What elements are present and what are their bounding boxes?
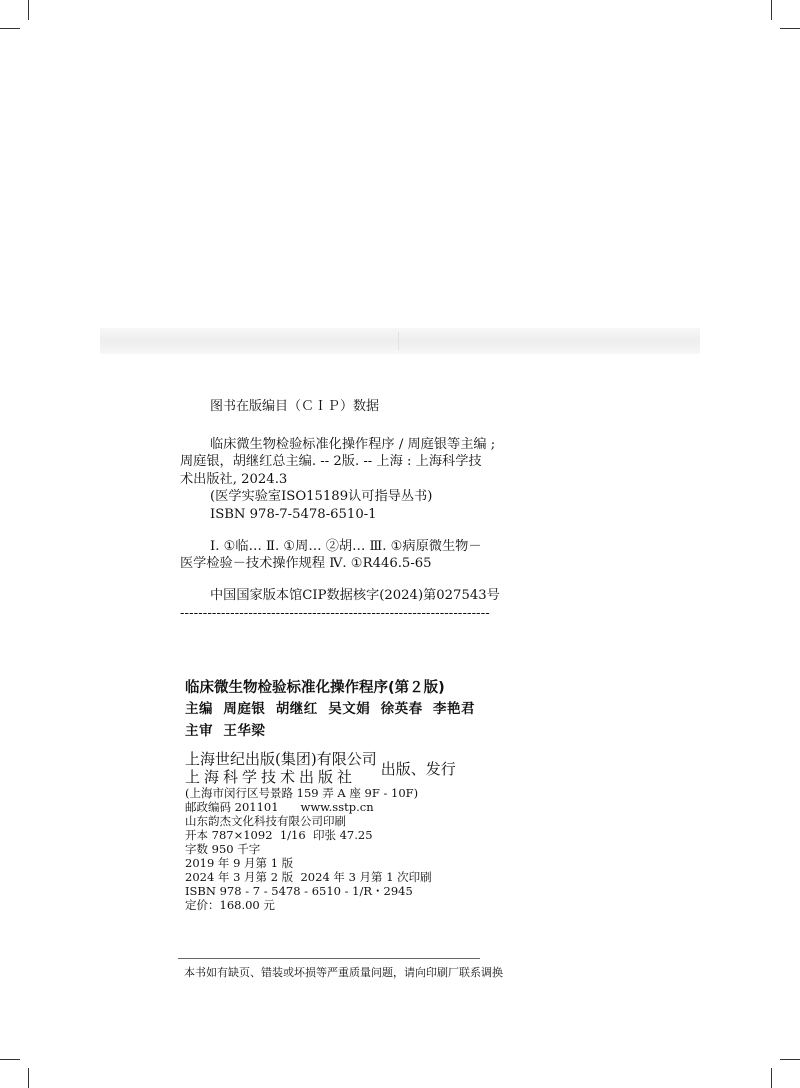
postcode-website: 邮政编码 201101 www.sstp.cn [185, 800, 374, 814]
cip-record-line: 周庭银，胡继红总主编. -- 2版. -- 上海 : 上海科学技 [180, 454, 482, 470]
crop-mark [28, 1068, 29, 1088]
crop-mark [780, 28, 800, 29]
cip-dashed-rule: -------------------------------------------------------------------- [180, 606, 490, 622]
publisher-block [185, 750, 645, 786]
crop-mark [771, 0, 772, 20]
cip-record-line: 术出版社, 2024.3 [180, 471, 288, 487]
book-info [185, 678, 645, 912]
printer: 山东韵杰文化科技有限公司印刷 [185, 814, 346, 828]
publisher-name: 上海科学技术出版社 [185, 768, 357, 786]
editors-line: 主编 周庭银 胡继红 吴文娟 徐英春 李艳君 [185, 701, 475, 717]
first-edition: 2019 年 9 月第 1 版 [185, 856, 294, 870]
publisher-role: 出版、发行 [380, 759, 456, 778]
cip-classification-line: 医学检验－技术操作规程 Ⅳ. ①R446.5-65 [180, 556, 432, 572]
cip-record-line: ISBN 978-7-5478-6510-1 [210, 506, 377, 522]
crop-mark [0, 28, 20, 29]
crop-mark [780, 1059, 800, 1060]
book-isbn: ISBN 978 - 7 - 5478 - 6510 - 1/R・2945 [185, 884, 413, 898]
book-price: 定价：168.00 元 [185, 898, 275, 912]
cip-header: 图书在版编目（ＣＩＰ）数据 [210, 399, 380, 414]
crop-mark [0, 1059, 20, 1060]
reviewer-line: 主审 王华梁 [185, 723, 266, 739]
second-edition: 2024 年 3 月第 2 版 2024 年 3 月第 1 次印刷 [185, 870, 432, 884]
book-format: 开本 787×1092 1/16 印张 47.25 [185, 828, 373, 842]
quality-footnote: 本书如有缺页、错装或坏损等严重质量问题，请向印刷厂联系调换 [184, 966, 503, 979]
publisher-address: (上海市闵行区号景路 159 弄 A 座 9F - 10F) [185, 786, 419, 800]
crop-mark [771, 1068, 772, 1088]
publisher-group: 上海世纪出版(集团)有限公司 [185, 750, 377, 768]
word-count: 字数 950 千字 [185, 842, 261, 856]
cip-classification-line: Ⅰ. ①临… Ⅱ. ①周… ②胡… Ⅲ. ①病原微生物－ [210, 538, 482, 554]
cip-record-line: (医学实验室ISO15189认可指导丛书) [210, 489, 433, 505]
crop-mark [28, 0, 29, 20]
cip-verification: 中国国家版本馆CIP数据核字(2024)第027543号 [210, 587, 500, 603]
cip-block [180, 398, 670, 623]
scan-band [100, 328, 700, 354]
footnote-rule [178, 958, 480, 959]
book-title: 临床微生物检验标准化操作程序(第２版) [185, 680, 445, 696]
cip-record-line: 临床微生物检验标准化操作程序 / 周庭银等主编 ; [210, 436, 496, 452]
